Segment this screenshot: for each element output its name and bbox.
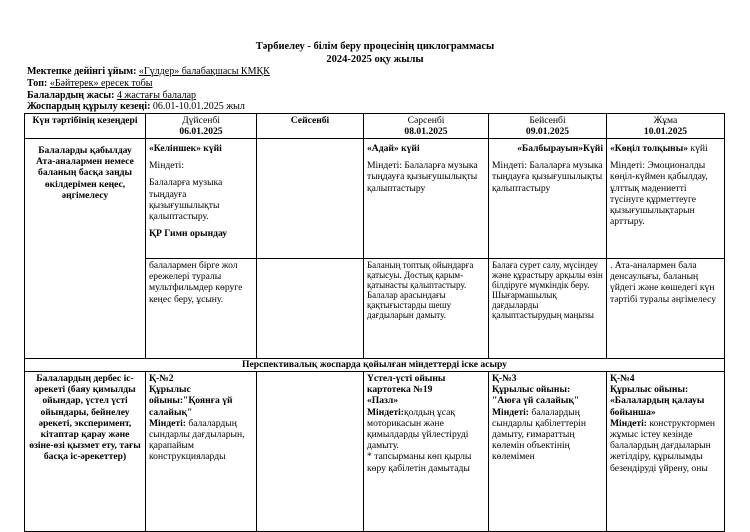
- period-value: 06.01-10.01.2025 жыл: [152, 101, 245, 112]
- friday-kui-suffix: күйі: [690, 143, 708, 154]
- wednesday-kui-title: «Адай» күйі: [367, 143, 420, 154]
- wednesday-activity-cell: [364, 372, 489, 532]
- group-label: Топ:: [27, 78, 48, 89]
- period-label: Жоспардың құрылу кезеңі:: [27, 101, 151, 112]
- col-header-friday: [607, 114, 725, 139]
- friday-music-cell: [607, 139, 725, 259]
- friday-activity-cell: [607, 372, 725, 532]
- monday-music-cell: [146, 139, 257, 259]
- cyclogram-table: [24, 113, 725, 532]
- wednesday-music-cell: [364, 139, 489, 259]
- header-row: [25, 114, 725, 139]
- col-header-monday: [146, 114, 257, 139]
- tuesday-empty-cell-2: [257, 259, 364, 359]
- thursday-activity-cell: [489, 372, 607, 532]
- org-label: Мектепке дейінгі ұйым:: [27, 66, 137, 77]
- thursday-aim-text: Міндеті: Балаларға музыка тыңдауға қызығушылықты қалыптастыру: [492, 160, 603, 194]
- reception-label: Балаларды қабылдау Ата-аналармен немесе баланың басқа заңды өкілдерімен кеңес, әңгімелесу: [25, 139, 146, 359]
- friday-activity-text: Қ-№4 Құрылыс ойыны: «Балалардың қалауы бойынша» Міндеті: конструктормен жұмыс істеу кезінде балалардың дағдыларын жетілдіру, құрылымды безендіруді үйрену, оны: [610, 373, 715, 474]
- org-line: [27, 66, 270, 78]
- thursday-music-cell: [489, 139, 607, 259]
- org-value: «Гүлдер» балабақшасы КМҚК: [138, 66, 270, 77]
- day-name: Сейсенбі: [290, 115, 330, 126]
- period-line: [27, 101, 245, 113]
- monday-aim-text: Балаларға музыка тыңдауға қызығушылықты қалыптастыру.: [149, 177, 223, 223]
- age-label: Балалардың жасы:: [27, 90, 115, 101]
- col-header-tuesday: [257, 114, 364, 139]
- independent-activity-label: Балалардың дербес іс-әрекеті (баяу қимылды ойындар, үстел үсті ойындары, бейнелеу әрекеті, эксперимент, кітаптар қарау және өзіне-өзі қызмет ету, тағы басқа іс-әрекеттер): [25, 372, 146, 532]
- monday-activity-cell: [146, 372, 257, 532]
- thursday-advice-cell: Балаға сурет салу, мүсіндеу және құрастыру арқылы өзін білдіруге мүмкіндік беру. Шығармашылық дағдыларды қалыптастырудың маңызы: [489, 259, 607, 359]
- reception-row-top: [25, 139, 725, 259]
- day-date: 06.01.2025: [179, 126, 223, 137]
- academic-year: 2024-2025 оқу жылы: [326, 54, 424, 65]
- day-date: 10.01.2025: [643, 126, 688, 137]
- age-value: 4 жастағы балалар: [116, 90, 197, 101]
- day-name: Бейсенбі: [529, 115, 566, 126]
- tuesday-empty-cell: [257, 139, 364, 259]
- friday-advice-cell: . Ата-аналармен бала денсаулығы, баланың үйдегі және көшедегі күн тәртібі туралы әңгімелесу: [607, 259, 725, 359]
- monday-activity-text: Қ-№2 Құрылыс ойыны:"Қоянға үй салайық" Міндеті: балалардың сындарлы дағдыларын, қарапайым конструкцияларды: [149, 373, 245, 463]
- col-header-thursday: [489, 114, 607, 139]
- document-title: Тәрбиелеу - білім беру процесінің циклограммасы: [255, 41, 495, 52]
- tuesday-activity-cell: [257, 372, 364, 532]
- friday-aim-text: Міндеті: Эмоционалды көңіл-күймен қабылдау, ұлттық мәдениетті түсінуге құрметтеуге қызығушылықтарын арттыру.: [610, 160, 708, 228]
- group-line: [27, 78, 152, 90]
- monday-kui-title: «Келіншек» күйі: [149, 143, 222, 154]
- friday-kui-title-line: [610, 143, 721, 154]
- day-name: Дүйсенбі: [182, 115, 220, 126]
- day-date: 09.01.2025: [525, 126, 570, 137]
- group-value: «Бәйтерек» ересек тобы: [49, 78, 153, 89]
- thursday-activity-text: Қ-№3 Құрылыс ойыны: "Аюға үй салайық" Міндеті: балалардың сындарлы қабілеттерін дамыту, ғимараттың көлемін объектінің көлемімен: [492, 373, 587, 463]
- section-title: Перспективалық жоспарда қойылған міндеттерді іске асыру: [25, 359, 725, 372]
- friday-kui-title: «Көңіл толқыны»: [610, 143, 688, 154]
- monday-advice-cell: балалармен бірге жол ережелері туралы мультфильмдер көруге кеңес беру, ұсыну.: [146, 259, 257, 359]
- day-date: 08.01.2025: [404, 126, 448, 137]
- col-header-wednesday: [364, 114, 489, 139]
- section-row: [25, 359, 725, 372]
- col-header-stages: Күн тәртібінің кезеңдері: [25, 114, 146, 139]
- wednesday-aim-text: Міндеті: Балаларға музыка тыңдауға қызығушылықты қалыптастыру: [367, 160, 478, 194]
- monday-anthem: ҚР Гимн орындау: [149, 228, 228, 240]
- independent-activity-row: [25, 372, 725, 532]
- thursday-kui-title: «Балбырауын»Күйі: [517, 143, 603, 154]
- wednesday-activity-text: Үстел-үсті ойыны картотека №19 «Пазл» Міндеті:қолдың ұсақ моторикасын және қимылдарды үйлестіруді дамыту. * тапсырманы көп қырлы көру қабілетін дамытады: [367, 373, 472, 474]
- day-name: Сәрсенбі: [407, 115, 445, 126]
- day-name: Жұма: [653, 115, 678, 126]
- wednesday-advice-cell: Баланың топтық ойындарға қатысуы. Достық қарым-қатынасты қалыптастыру. Балалар арасындағы қақтығыстарды шешу дағдыларын дамыту.: [364, 259, 489, 359]
- monday-aim-label: Міндеті:: [149, 160, 184, 172]
